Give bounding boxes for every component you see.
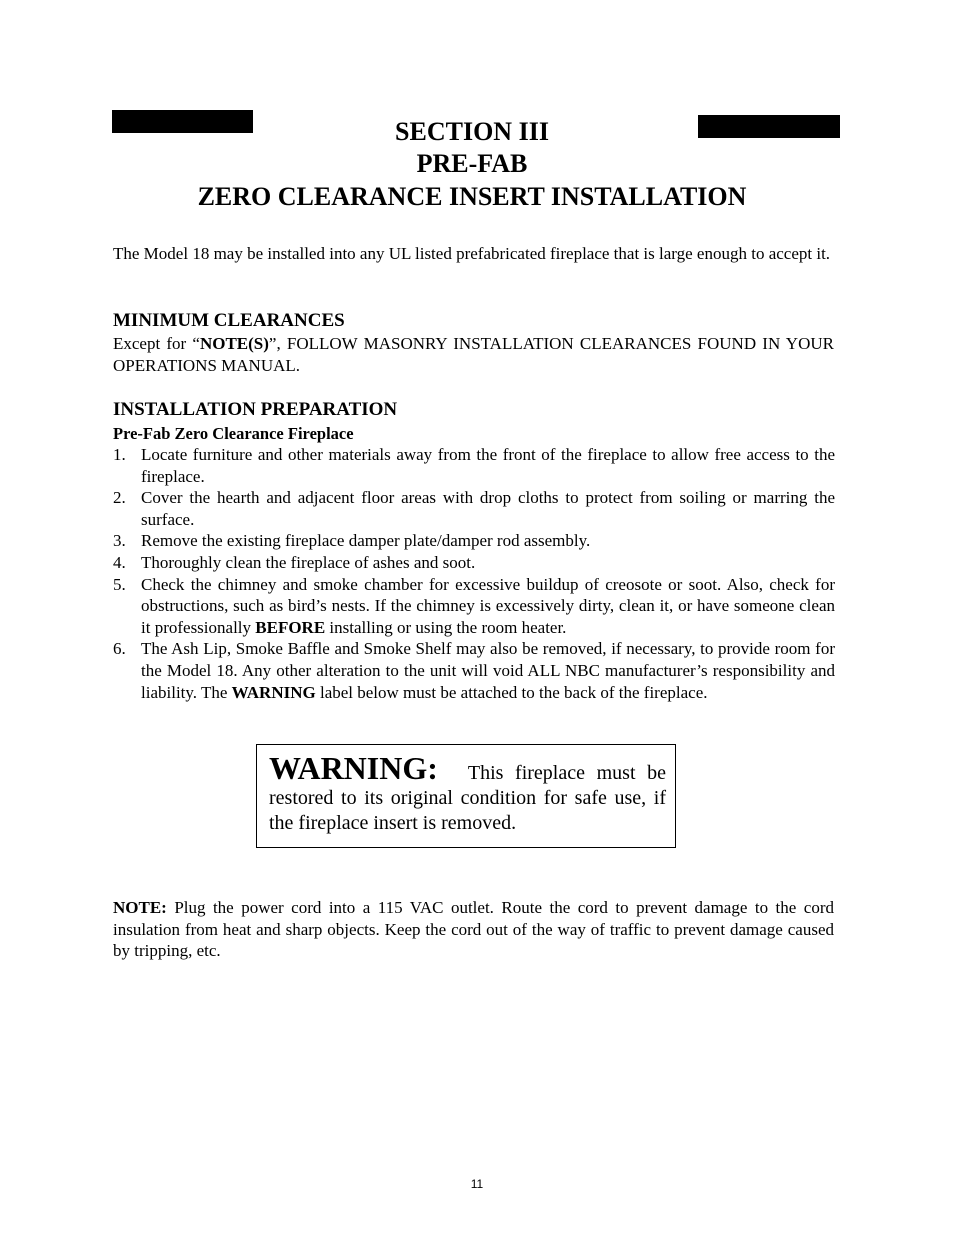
section-heading: ZERO CLEARANCE INSERT INSTALLATION (197, 182, 747, 211)
list-item: 1. Locate furniture and other materials away from the front of the fireplace to allow free access to the fireplace. (113, 445, 835, 486)
warning-text: This fireplace must be restored to its original condition for safe use, if the fireplace insert is removed. (269, 762, 666, 834)
section-title: SECTION III (395, 117, 549, 146)
min-clearances-heading: MINIMUM CLEARANCES (113, 310, 345, 331)
list-item: 3. Remove the existing fireplace damper plate/damper rod assembly. (113, 531, 591, 551)
installation-prep-subheading: Pre-Fab Zero Clearance Fireplace (113, 424, 354, 443)
list-item: 4. Thoroughly clean the fireplace of ashes and soot. (113, 552, 476, 572)
note-paragraph: NOTE: Plug the power cord into a 115 VAC outlet. Route the cord to prevent damage to the cord insulation from heat and sharp objects. Keep the cord out of the way of traffic to prevent damage caused by tripping, etc. (113, 898, 834, 960)
list-item: 2. Cover the hearth and adjacent floor areas with drop cloths to protect from soiling or marring the surface. (113, 488, 835, 529)
warning-label-box (256, 744, 676, 848)
list-item: 5. Check the chimney and smoke chamber for excessive buildup of creosote or soot. Also, check for obstructions, such as bird’s nests. If the chimney is excessively dirty, clean it, or have someone clean it professionally BEFORE installing or using the room heater. (113, 574, 835, 637)
list-item: 6. The Ash Lip, Smoke Baffle and Smoke Shelf may also be removed, if necessary, to provide room for the Model 18. Any other alteration to the unit will void ALL NBC manufacturer’s responsibility and liability. The WARNING label below must be attached to the back of the fireplace. (113, 639, 835, 702)
warning-label: WARNING: (269, 750, 438, 786)
section-subtitle: PRE-FAB (416, 149, 528, 178)
page-number: 11 (470, 1177, 484, 1191)
installation-steps (113, 444, 835, 703)
intro-paragraph: The Model 18 may be installed into any UL listed prefabricated fireplace that is large enough to accept it. (113, 244, 831, 263)
min-clearances-paragraph: Except for “NOTE(S)”, FOLLOW MASONRY INSTALLATION CLEARANCES FOUND IN YOUR OPERATIONS MANUAL. (113, 334, 834, 375)
installation-prep-heading: INSTALLATION PREPARATION (113, 399, 398, 420)
